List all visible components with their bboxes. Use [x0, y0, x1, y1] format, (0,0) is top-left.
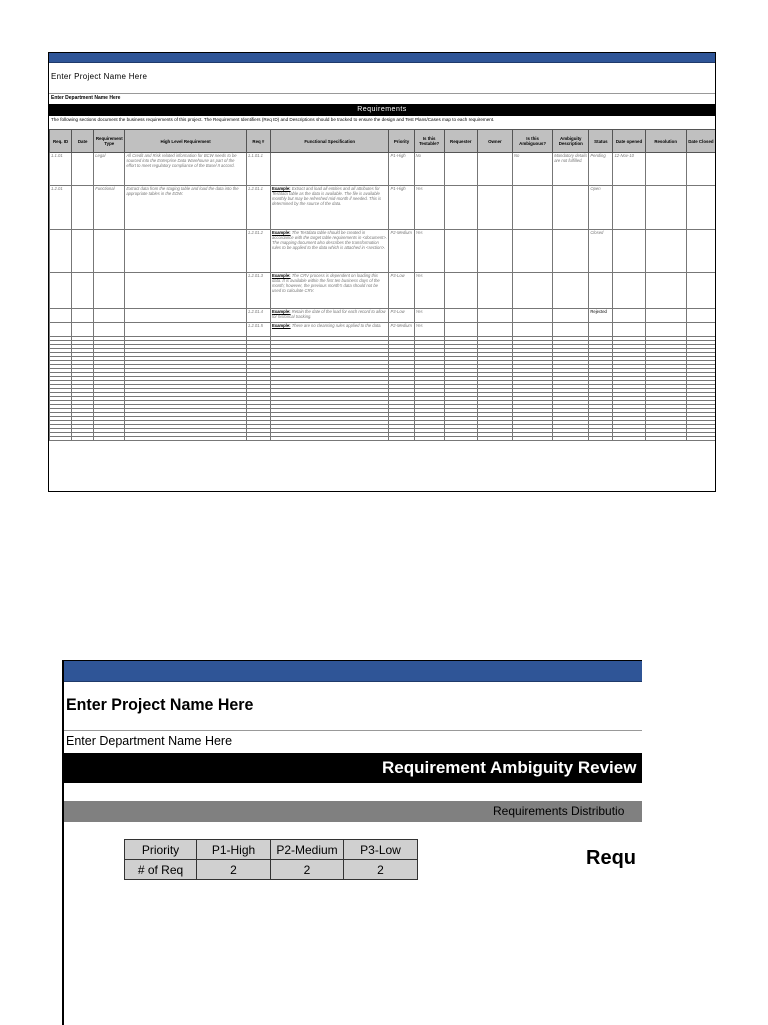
- table-cell[interactable]: P1-High: [389, 153, 414, 186]
- table-cell[interactable]: P2-Medium: [389, 230, 414, 273]
- count-label: # of Req: [125, 860, 197, 880]
- table-cell[interactable]: [589, 323, 613, 337]
- column-header: Date: [72, 130, 94, 153]
- ambiguity-review-sheet: [62, 660, 642, 1025]
- table-cell[interactable]: 1.2.01.4: [246, 309, 270, 323]
- table-cell[interactable]: Yes: [414, 230, 444, 273]
- table-cell[interactable]: [72, 186, 94, 230]
- table-cell[interactable]: [553, 273, 589, 309]
- table-cell[interactable]: [444, 323, 477, 337]
- functional-spec-cell[interactable]: Example: The Testdata table should be created in accordance with the target table requirements in <document>. The mapping document also describes the transformation rules to be applied to the data which is attached in <section>.: [270, 230, 389, 273]
- table-cell[interactable]: All Credit and Risk related information for BCW needs to be sourced into the Enterprise Data Warehouse as part of the effort to meet regulatory compliance of the Basel II accord.: [125, 153, 247, 186]
- chart-title: Requ: [586, 847, 636, 869]
- table-cell[interactable]: [686, 230, 715, 273]
- distribution-bar: [64, 801, 642, 822]
- table-cell[interactable]: [686, 323, 715, 337]
- table-cell[interactable]: Yes: [414, 309, 444, 323]
- department-name[interactable]: Enter Department Name Here: [66, 734, 233, 748]
- review-title-bar: [64, 753, 642, 783]
- functional-spec-cell[interactable]: Example: Extract and load all entities and all attributes for Testdata table as the data is available. The file is available monthly but may be refreshed mid-month if needed. This is determined by the source of the data.: [270, 186, 389, 230]
- count-value: 2: [197, 860, 271, 880]
- table-cell[interactable]: [94, 309, 125, 323]
- table-cell[interactable]: Mandatory details are not fulfilled.: [553, 153, 589, 186]
- count-value: 2: [344, 860, 418, 880]
- table-cell[interactable]: [125, 309, 247, 323]
- table-row: [50, 153, 716, 186]
- table-cell[interactable]: [94, 273, 125, 309]
- functional-spec-cell[interactable]: Example: Retain the date of the load for each record to allow for historical tracking.: [270, 309, 389, 323]
- table-cell[interactable]: 12-Nov-10: [613, 153, 645, 186]
- column-header: Is this Ambiguous?: [513, 130, 553, 153]
- priority-label: Priority: [125, 840, 197, 860]
- priority-header: P3-Low: [344, 840, 418, 860]
- table-cell[interactable]: [50, 273, 72, 309]
- table-cell[interactable]: [686, 186, 715, 230]
- table-cell[interactable]: [94, 230, 125, 273]
- table-cell[interactable]: [72, 323, 94, 337]
- divider: [64, 730, 642, 731]
- empty-cell[interactable]: [50, 437, 72, 441]
- department-name[interactable]: Enter Department Name Here: [51, 95, 121, 101]
- table-cell[interactable]: [72, 273, 94, 309]
- table-cell[interactable]: [613, 230, 645, 273]
- distribution-title: Requirements Distributio: [493, 804, 625, 818]
- table-cell[interactable]: Open: [589, 186, 613, 230]
- section-title: Requirements: [49, 104, 715, 116]
- table-cell[interactable]: Extract data from the staging table and load the data into the appropriate tables in the EDW.: [125, 186, 247, 230]
- table-row: [50, 309, 716, 323]
- table-cell[interactable]: [72, 230, 94, 273]
- table-cell[interactable]: [444, 273, 477, 309]
- table-cell[interactable]: [613, 186, 645, 230]
- table-cell[interactable]: 1.2.01.2: [246, 230, 270, 273]
- empty-cell[interactable]: [444, 437, 477, 441]
- empty-cell[interactable]: [686, 437, 715, 441]
- review-title: Requirement Ambiguity Review: [382, 758, 637, 777]
- column-header: Resolution: [645, 130, 686, 153]
- column-header: Req. ID: [50, 130, 72, 153]
- table-cell[interactable]: [553, 323, 589, 337]
- table-cell[interactable]: [645, 273, 686, 309]
- table-cell[interactable]: [645, 153, 686, 186]
- table-cell[interactable]: Yes: [414, 186, 444, 230]
- empty-cell[interactable]: [270, 437, 389, 441]
- table-row: [50, 273, 716, 309]
- table-cell[interactable]: Functional: [94, 186, 125, 230]
- empty-cell[interactable]: [553, 437, 589, 441]
- table-cell[interactable]: 1.2.01.3: [246, 273, 270, 309]
- table-cell[interactable]: [513, 309, 553, 323]
- table-cell[interactable]: [613, 309, 645, 323]
- functional-spec-cell[interactable]: Example: The CRV process is dependent on loading this data. It is available within the first ten business days of the month; however, the previous month's data should not be used to calculate CRV.: [270, 273, 389, 309]
- table-cell[interactable]: [50, 230, 72, 273]
- table-cell[interactable]: [477, 186, 512, 230]
- intro-text: The following sections document the business requirements of this project. The Requirement Identifiers (Req ID) and Descriptions should be tracked to ensure the design and Test Plans/Cases map to each requirement.: [51, 117, 495, 122]
- empty-cell[interactable]: [72, 437, 94, 441]
- empty-cell[interactable]: [645, 437, 686, 441]
- column-header: Date opened: [613, 130, 645, 153]
- table-cell[interactable]: [553, 186, 589, 230]
- table-cell[interactable]: 1.2.01.5: [246, 323, 270, 337]
- table-cell[interactable]: [72, 153, 94, 186]
- empty-cell[interactable]: [94, 437, 125, 441]
- table-cell[interactable]: [94, 323, 125, 337]
- table-cell[interactable]: 1.1.01.1: [246, 153, 270, 186]
- empty-cell[interactable]: [246, 437, 270, 441]
- priority-header: P2-Medium: [271, 840, 344, 860]
- table-cell[interactable]: [513, 230, 553, 273]
- empty-row: [50, 437, 716, 441]
- divider: [49, 93, 715, 94]
- table-row: [50, 186, 716, 230]
- table-cell[interactable]: [513, 273, 553, 309]
- table-cell[interactable]: [645, 186, 686, 230]
- table-cell[interactable]: Pending: [589, 153, 613, 186]
- table-cell[interactable]: Rejected: [589, 309, 613, 323]
- table-cell[interactable]: [477, 309, 512, 323]
- empty-cell[interactable]: [589, 437, 613, 441]
- column-header: Priority: [389, 130, 414, 153]
- table-cell[interactable]: [444, 309, 477, 323]
- table-cell[interactable]: Yes: [414, 273, 444, 309]
- empty-cell[interactable]: [513, 437, 553, 441]
- table-cell[interactable]: Yes: [414, 323, 444, 337]
- table-cell[interactable]: P3-Low: [389, 309, 414, 323]
- table-cell[interactable]: [50, 323, 72, 337]
- table-cell[interactable]: [72, 309, 94, 323]
- table-cell[interactable]: 1.1.01: [50, 153, 72, 186]
- table-cell[interactable]: [645, 309, 686, 323]
- table-cell[interactable]: [513, 186, 553, 230]
- table-cell[interactable]: [50, 309, 72, 323]
- requirements-table: [49, 129, 716, 441]
- priority-header: P1-High: [197, 840, 271, 860]
- functional-spec-cell[interactable]: Example: There are no cleansing rules applied to the data.: [270, 323, 389, 337]
- table-cell[interactable]: [444, 230, 477, 273]
- empty-cell[interactable]: [125, 437, 247, 441]
- table-cell[interactable]: [270, 153, 389, 186]
- table-cell[interactable]: [125, 323, 247, 337]
- table-cell[interactable]: [477, 273, 512, 309]
- sheet-header-bar: [49, 53, 715, 63]
- requirements-sheet: [48, 52, 716, 492]
- table-row: [50, 323, 716, 337]
- column-header: Owner: [477, 130, 512, 153]
- table-cell[interactable]: P2-Medium: [389, 323, 414, 337]
- table-cell[interactable]: No: [513, 153, 553, 186]
- column-header: Functional Specification: [270, 130, 389, 153]
- table-cell[interactable]: [686, 153, 715, 186]
- table-cell[interactable]: [444, 186, 477, 230]
- column-header: Requester: [444, 130, 477, 153]
- priority-table: [124, 839, 418, 880]
- column-header: Status: [589, 130, 613, 153]
- table-cell[interactable]: [613, 323, 645, 337]
- table-cell[interactable]: [686, 309, 715, 323]
- empty-cell[interactable]: [477, 437, 512, 441]
- table-cell[interactable]: [589, 273, 613, 309]
- empty-cell[interactable]: [389, 437, 414, 441]
- sheet-header-bar: [64, 661, 642, 682]
- table-cell[interactable]: Closed: [589, 230, 613, 273]
- column-header: High Level Requirement: [125, 130, 247, 153]
- table-cell[interactable]: 1.2.01: [50, 186, 72, 230]
- column-header: Date Closed: [686, 130, 715, 153]
- column-header: Req #: [246, 130, 270, 153]
- empty-cell[interactable]: [613, 437, 645, 441]
- column-header: Requirement Type: [94, 130, 125, 153]
- table-cell[interactable]: [444, 153, 477, 186]
- table-cell[interactable]: [477, 323, 512, 337]
- table-row: [50, 230, 716, 273]
- table-cell[interactable]: [513, 323, 553, 337]
- project-name[interactable]: Enter Project Name Here: [51, 72, 148, 81]
- table-cell[interactable]: Legal: [94, 153, 125, 186]
- table-cell[interactable]: [125, 273, 247, 309]
- table-cell[interactable]: [645, 323, 686, 337]
- table-cell[interactable]: P1-High: [389, 186, 414, 230]
- empty-cell[interactable]: [414, 437, 444, 441]
- table-cell[interactable]: No: [414, 153, 444, 186]
- table-cell[interactable]: [477, 153, 512, 186]
- table-cell[interactable]: [125, 230, 247, 273]
- column-header: Is this Testable?: [414, 130, 444, 153]
- project-name[interactable]: Enter Project Name Here: [66, 695, 254, 714]
- table-cell[interactable]: [553, 309, 589, 323]
- table-cell[interactable]: [477, 230, 512, 273]
- count-value: 2: [271, 860, 344, 880]
- table-cell[interactable]: [613, 273, 645, 309]
- column-header: Ambiguity Description: [553, 130, 589, 153]
- table-cell[interactable]: P3-Low: [389, 273, 414, 309]
- table-cell[interactable]: [686, 273, 715, 309]
- table-cell[interactable]: [553, 230, 589, 273]
- table-cell[interactable]: 1.2.01.1: [246, 186, 270, 230]
- table-cell[interactable]: [645, 230, 686, 273]
